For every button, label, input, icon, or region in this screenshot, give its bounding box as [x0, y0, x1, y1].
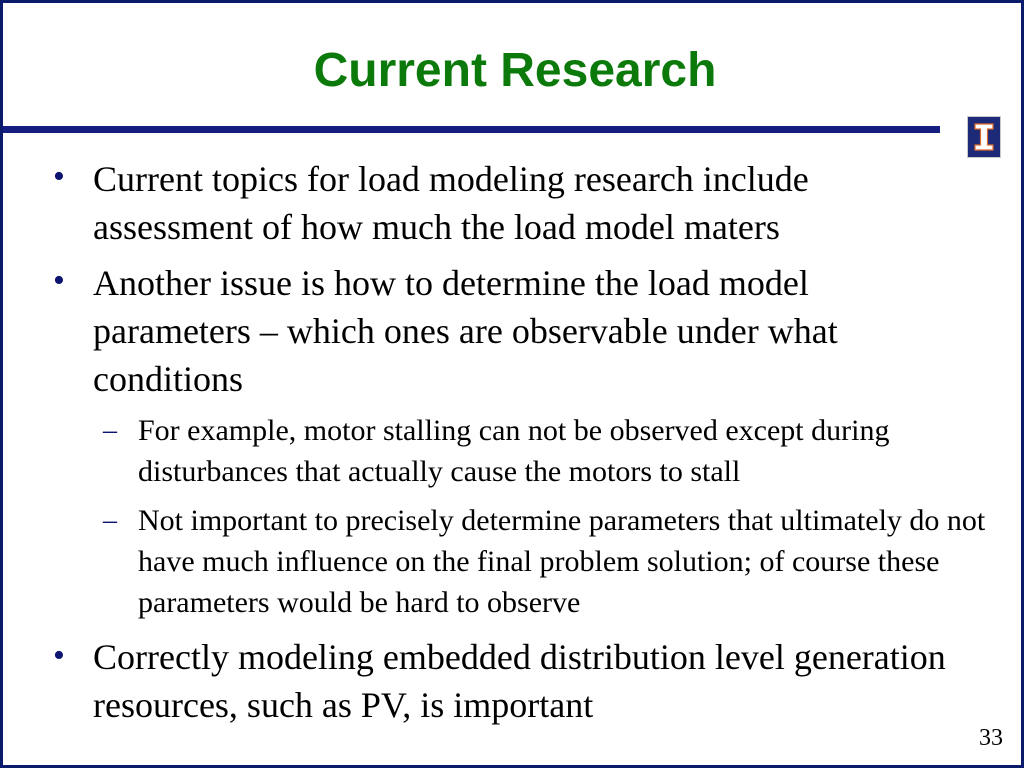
bullet-text-2: Another issue is how to determine the load model parameters – which ones are observable under what conditions: [93, 263, 838, 399]
subitem-text-2: Not important to precisely determine parameters that ultimately do not have much influence on the final problem solution; of course these parameters would be hard to observe: [138, 504, 986, 619]
bullet-marker: •: [53, 637, 65, 674]
bullet-marker: •: [53, 158, 65, 195]
bullet-text-3: Correctly modeling embedded distribution level generation resources, such as PV, is important: [93, 637, 946, 725]
subitem-text-1: For example, motor stalling can not be observed except during disturbances that actually cause the motors to stall: [138, 414, 890, 488]
slide-title: Current Research: [313, 44, 717, 97]
page-number: 33: [979, 725, 1003, 751]
bullet-text-1: Current topics for load modeling research include assessment of how much the load model maters: [93, 159, 809, 247]
subitem-dash-marker: –: [103, 505, 117, 536]
bullet-marker: •: [53, 262, 65, 299]
slide-content: [3, 3, 1024, 771]
subitem-dash-marker: –: [103, 415, 117, 446]
